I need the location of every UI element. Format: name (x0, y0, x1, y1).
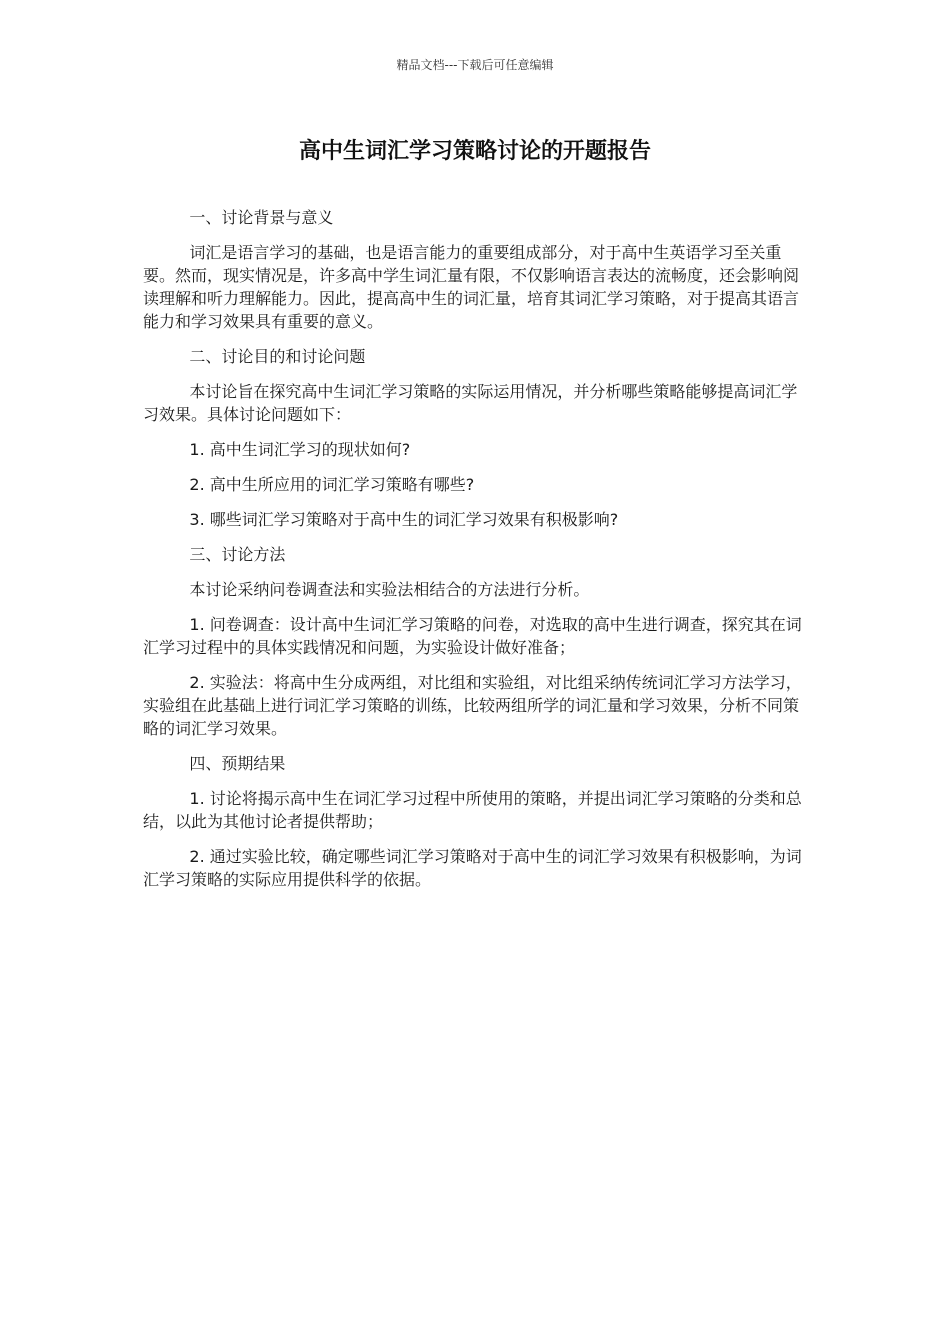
header-note: 精品文档---下载后可任意编辑 (396, 58, 554, 72)
method-item: 2. 实验法：将高中生分成两组，对比组和实验组，对比组采纳传统词汇学习方法学习，实验组在此基础上进行词汇学习策略的训练，比较两组所学的词汇量和学习效果，分析不同策略的词汇学习效果。 (143, 673, 802, 738)
result-item: 2. 通过实验比较，确定哪些词汇学习策略对于高中生的词汇学习效果有积极影响，为词汇学习策略的实际应用提供科学的依据。 (143, 847, 802, 889)
section-heading-background: 一、讨论背景与意义 (189, 208, 334, 227)
document-title: 高中生词汇学习策略讨论的开题报告 (298, 139, 651, 164)
question-item: 1. 高中生词汇学习的现状如何? (189, 440, 411, 459)
section-heading-expected-results: 四、预期结果 (189, 754, 286, 773)
section-heading-purpose: 二、讨论目的和讨论问题 (189, 347, 366, 366)
section-heading-methods: 三、讨论方法 (189, 545, 286, 564)
method-item: 1. 问卷调查：设计高中生词汇学习策略的问卷，对选取的高中生进行调查，探究其在词汇学习过程中的具体实践情况和问题，为实验设计做好准备； (143, 615, 802, 657)
paragraph-methods: 本讨论采纳问卷调查法和实验法相结合的方法进行分析。 (189, 580, 590, 599)
paragraph-purpose: 本讨论旨在探究高中生词汇学习策略的实际运用情况，并分析哪些策略能够提高词汇学习效果。具体讨论问题如下： (143, 382, 798, 424)
paragraph-background: 词汇是语言学习的基础，也是语言能力的重要组成部分，对于高中生英语学习至关重要。然而，现实情况是，许多高中学生词汇量有限，不仅影响语言表达的流畅度，还会影响阅读理解和听力理解能力。因此，提高高中生的词汇量，培育其词汇学习策略，对于提高其语言能力和学习效果具有重要的意义。 (143, 243, 800, 331)
result-item: 1. 讨论将揭示高中生在词汇学习过程中所使用的策略，并提出词汇学习策略的分类和总结，以此为其他讨论者提供帮助； (143, 789, 802, 831)
question-item: 3. 哪些词汇学习策略对于高中生的词汇学习效果有积极影响? (189, 510, 619, 529)
question-item: 2. 高中生所应用的词汇学习策略有哪些? (189, 475, 475, 494)
document-body (143, 206, 805, 903)
